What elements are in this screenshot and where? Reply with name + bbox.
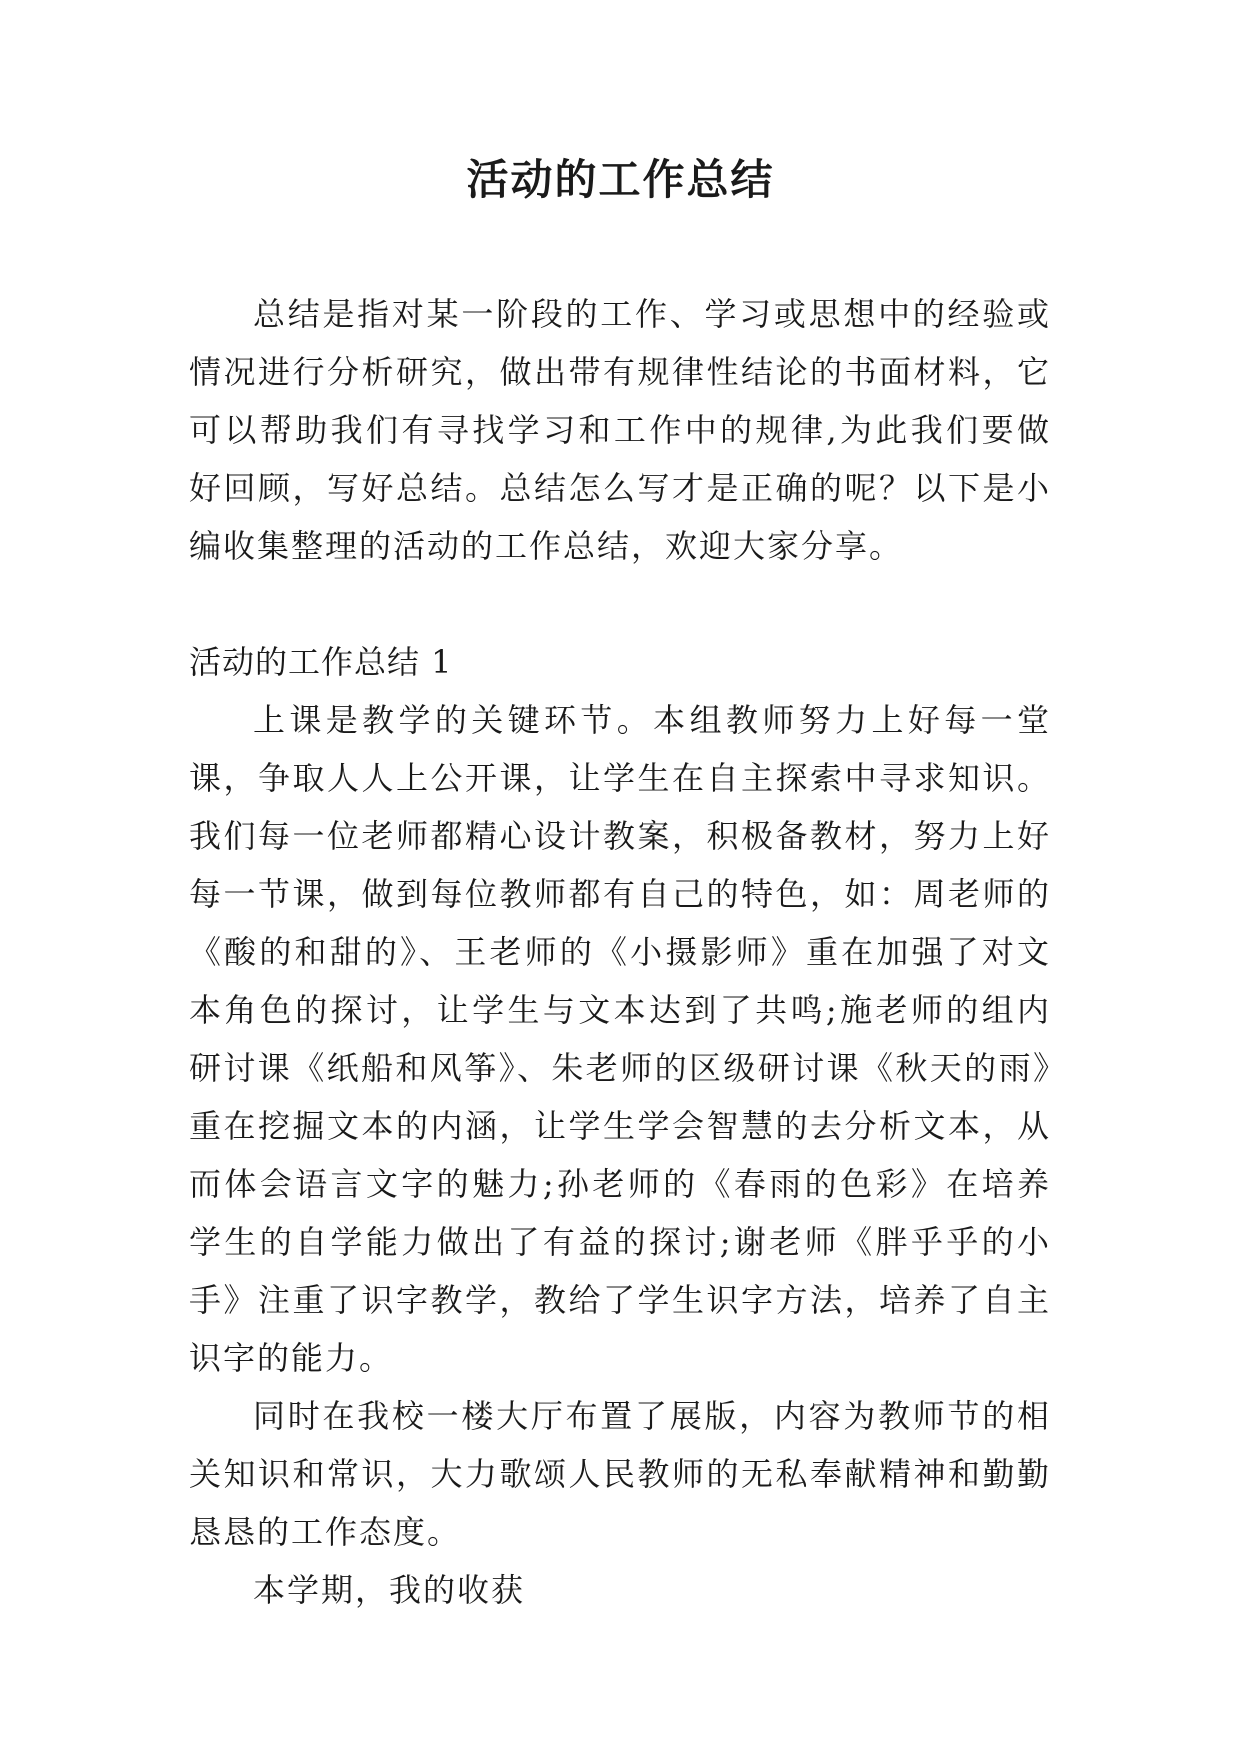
intro-paragraph: 总结是指对某一阶段的工作、学习或思想中的经验或情况进行分析研究，做出带有规律性结论的书面材料，它可以帮助我们有寻找学习和工作中的规律,为此我们要做好回顾，写好总结。总结怎么写才是正确的呢？以下是小编收集整理的活动的工作总结，欢迎大家分享。 xyxy=(189,295,1051,565)
section-heading: 活动的工作总结 1 xyxy=(189,643,453,681)
spacer xyxy=(189,575,1051,633)
body-paragraph: 上课是教学的关键环节。本组教师努力上好每一堂课，争取人人上公开课，让学生在自主探索中寻求知识。我们每一位老师都精心设计教案，积极备教材，努力上好每一节课，做到每位教师都有自己的特色，如：周老师的《酸的和甜的》、王老师的《小摄影师》重在加强了对文本角色的探讨，让学生与文本达到了共鸣;施老师的组内研讨课《纸船和风筝》、朱老师的区级研讨课《秋天的雨》重在挖掘文本的内涵，让学生学会智慧的去分析文本，从而体会语言文字的魅力;孙老师的《春雨的色彩》在培养学生的自学能力做出了有益的探讨;谢老师《胖乎乎的小手》注重了识字教学，教给了学生识字方法，培养了自主识字的能力。 xyxy=(189,701,1051,1377)
body-paragraph: 本学期，我的收获 xyxy=(253,1571,526,1609)
document-title: 活动的工作总结 xyxy=(466,155,775,204)
document-body xyxy=(189,285,1051,1619)
body-paragraph: 同时在我校一楼大厅布置了展版，内容为教师节的相关知识和常识，大力歌颂人民教师的无私奉献精神和勤勤恳恳的工作态度。 xyxy=(189,1397,1051,1551)
